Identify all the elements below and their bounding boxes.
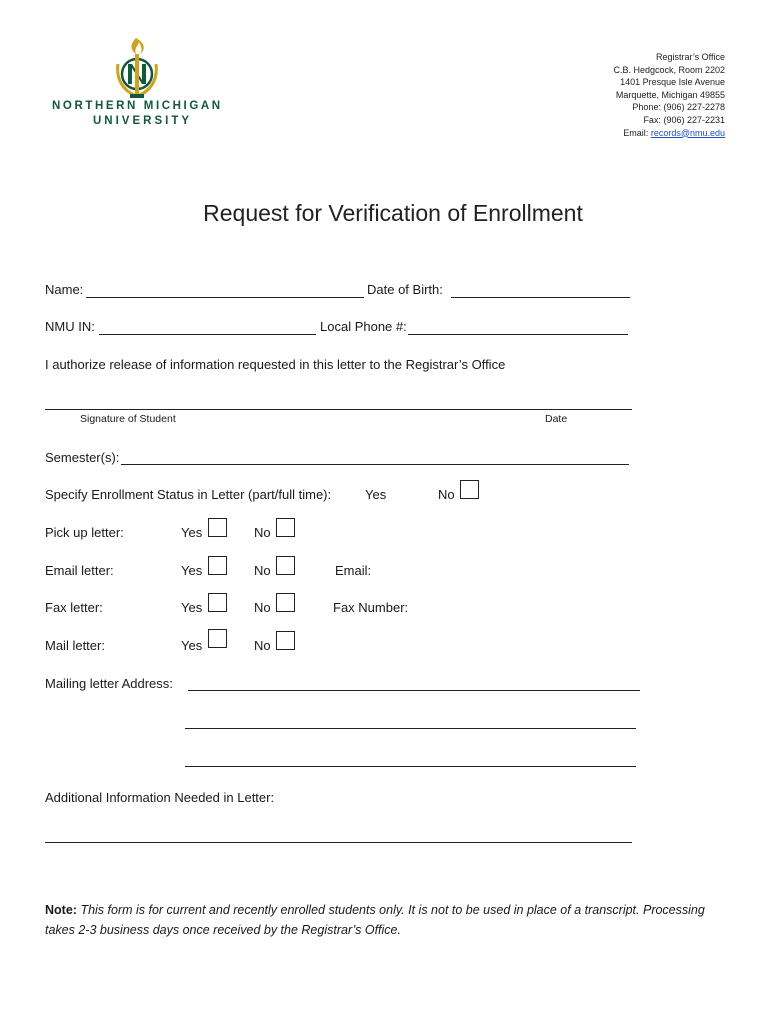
pickup-label: Pick up letter: [45, 525, 124, 540]
pickup-no-label: No [254, 525, 271, 540]
university-name-line1: NORTHERN MICHIGAN [52, 100, 223, 112]
dob-field[interactable] [451, 297, 630, 298]
email-yes-label: Yes [181, 563, 203, 578]
additional-info-label: Additional Information Needed in Letter: [45, 790, 275, 805]
office-street: 1401 Presque Isle Avenue [620, 77, 725, 88]
nmu-in-label: NMU IN: [45, 319, 95, 334]
additional-info-field[interactable] [45, 842, 632, 843]
form-note [45, 900, 735, 940]
mail-no-checkbox[interactable] [276, 631, 295, 650]
office-address-block [613, 51, 725, 139]
email-address-label: Email: [335, 563, 372, 578]
fax-no-label: No [254, 600, 271, 615]
office-name: Registrar’s Office [655, 52, 725, 62]
name-field[interactable] [86, 297, 364, 298]
note-text: This form is for current and recently enrolled students only. It is not to be used in place of a transcript. Processing takes 2-3 business days once received by the Registrar’s Office. [45, 903, 705, 937]
mail-yes-label: Yes [181, 638, 203, 653]
semesters-field[interactable] [121, 464, 629, 465]
fax-no-checkbox[interactable] [276, 593, 295, 612]
mail-letter-label: Mail letter: [45, 638, 105, 653]
mail-yes-checkbox[interactable] [208, 629, 227, 648]
authorize-statement: I authorize release of information requested in this letter to the Registrar’s Office [45, 357, 506, 372]
name-label: Name: [45, 282, 84, 297]
torch-emblem-icon [50, 34, 240, 100]
enrollment-no-label: No [438, 487, 455, 502]
office-building: C.B. Hedgcock, Room 2202 [613, 64, 725, 75]
fax-number-label: Fax Number: [333, 600, 409, 615]
mailing-address-line3[interactable] [185, 766, 636, 767]
enrollment-no-checkbox[interactable] [460, 480, 479, 499]
mailing-address-label: Mailing letter Address: [45, 676, 173, 691]
date-caption: Date [545, 413, 568, 425]
local-phone-label: Local Phone #: [320, 319, 407, 334]
email-label: Email: [623, 127, 649, 138]
dob-label: Date of Birth: [367, 282, 443, 297]
mailing-address-line1[interactable] [188, 690, 640, 691]
pickup-yes-checkbox[interactable] [208, 518, 227, 537]
enrollment-yes-label: Yes [365, 487, 387, 502]
email-no-checkbox[interactable] [276, 556, 295, 575]
pickup-no-checkbox[interactable] [276, 518, 295, 537]
enrollment-status-label: Specify Enrollment Status in Letter (part/full time): [45, 487, 332, 502]
office-city: Marquette, Michigan 49855 [615, 89, 725, 100]
form-title: Request for Verification of Enrollment [203, 200, 583, 226]
fax-yes-label: Yes [181, 600, 203, 615]
office-email-row [613, 127, 725, 140]
email-yes-checkbox[interactable] [208, 556, 227, 575]
nmu-in-field[interactable] [99, 334, 316, 335]
note-label: Note: [45, 903, 77, 917]
pickup-yes-label: Yes [181, 525, 203, 540]
signature-caption: Signature of Student [80, 413, 176, 425]
signature-field[interactable] [45, 409, 632, 410]
email-letter-label: Email letter: [45, 563, 114, 578]
university-name-line2: UNIVERSITY [93, 115, 193, 127]
email-link[interactable]: records@nmu.edu [650, 127, 725, 138]
office-phone: Phone: (906) 227-2278 [632, 102, 725, 113]
local-phone-field[interactable] [408, 334, 628, 335]
fax-yes-checkbox[interactable] [208, 593, 227, 612]
fax-letter-label: Fax letter: [45, 600, 103, 615]
mail-no-label: No [254, 638, 271, 653]
mailing-address-line2[interactable] [185, 728, 636, 729]
office-fax: Fax: (906) 227-2231 [643, 114, 725, 125]
email-no-label: No [254, 563, 271, 578]
semesters-label: Semester(s): [45, 450, 120, 465]
